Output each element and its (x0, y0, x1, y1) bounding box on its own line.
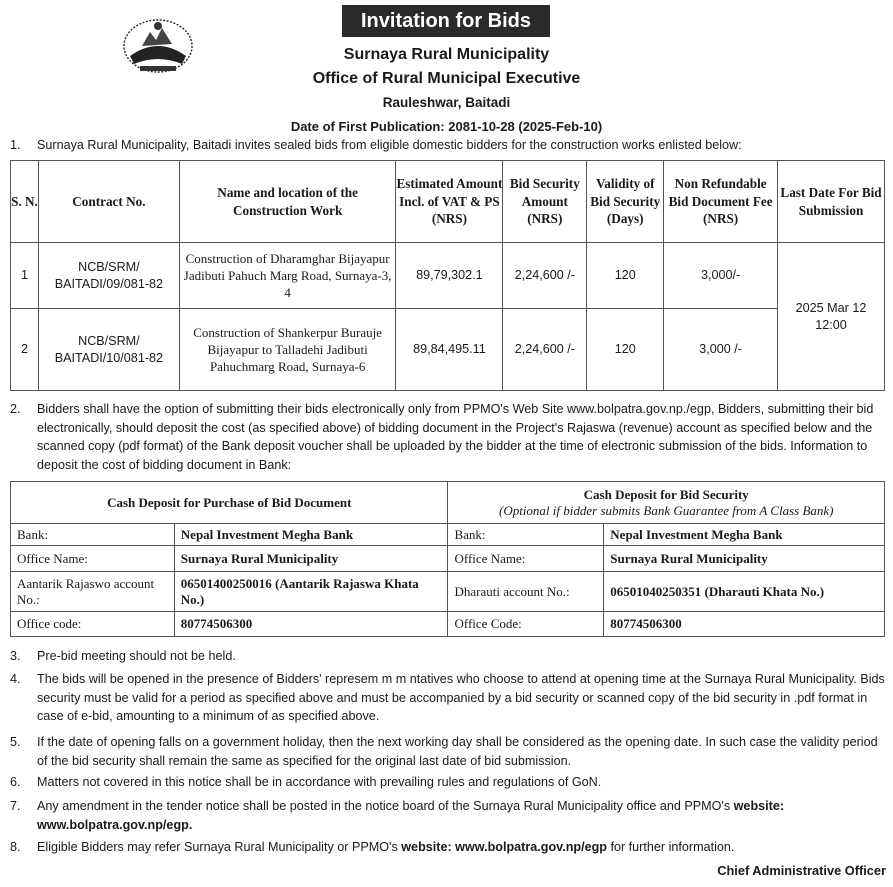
cell-amount: 89,84,495.11 (396, 309, 503, 391)
paragraph-text: Matters not covered in this notice shall be in accordance with prevailing rules and regulations of GoN. (37, 775, 602, 789)
cell-sn: 2 (11, 309, 39, 391)
office-name: Office of Rural Municipal Executive (312, 70, 581, 87)
paragraph-6 (10, 773, 888, 792)
paragraph-number: 3. (10, 649, 21, 663)
cell-work: Construction of Shankerpur Burauje Bijayapur to Talladehi Jadibuti Pahuchmarg Road, Surnaya-6 (179, 309, 396, 391)
header-fee: Non Refundable Bid Document Fee (NRS) (664, 161, 778, 243)
header-work: Name and location of the Construction Work (179, 161, 396, 243)
paragraph-text: Bidders shall have the option of submitting their bids electronically only from PPMO's Web Site www.bolpatra.gov.np./egp, Bidders, submitting their bid electronically, should deposit the cost (as specified above) of bidding document in the Project's Rajaswa (revenue) account as specified below and the scanned copy (pdf format) of the Bank deposit voucher shall be uploaded by the bidder at the time of electronic submission of the bids. Information to deposit the cost of bidding document in Bank: (37, 402, 874, 472)
paragraph-7 (10, 797, 888, 834)
paragraph-1 (10, 136, 888, 155)
paragraph-4 (10, 670, 888, 726)
bank-deposit-table (10, 481, 885, 637)
cell-validity: 120 (587, 309, 664, 391)
paragraph-text (37, 797, 888, 834)
value-cell: 80774506300 (174, 612, 448, 637)
cell-validity: 120 (587, 243, 664, 309)
header-amount: Estimated Amount Incl. of VAT & PS (NRS) (396, 161, 503, 243)
paragraph-number: 5. (10, 735, 21, 749)
publication-date: Date of First Publication: 2081-10-28 (2025-Feb-10) (290, 119, 603, 134)
header-validity: Validity of Bid Security (Days) (587, 161, 664, 243)
value-cell: Surnaya Rural Municipality (604, 546, 885, 572)
paragraph-8 (10, 838, 888, 857)
cell-sn: 1 (11, 243, 39, 309)
table-header-row (11, 161, 885, 243)
website-link[interactable]: website: www.bolpatra.gov.np/egp (401, 840, 607, 854)
paragraph-body: Any amendment in the tender notice shall be posted in the notice board of the Surnaya Rural Municipality office and PPMO's (37, 799, 731, 813)
header-deadline: Last Date For Bid Submission (778, 161, 885, 243)
label-cell: Aantarik Rajaswo account No.: (11, 572, 175, 612)
label-cell: Office Name: (11, 546, 175, 572)
header-sn: S. N. (11, 161, 39, 243)
cell-contract: NCB/SRM/ BAITADI/10/081-82 (38, 309, 179, 391)
paragraph-text (37, 838, 888, 857)
value-cell: 06501040250351 (Dharauti Khata No.) (604, 572, 885, 612)
paragraph-tail: for further information. (610, 840, 735, 854)
label-cell: Dharauti account No.: (448, 572, 604, 612)
table-row (11, 524, 885, 546)
label-cell: Bank: (11, 524, 175, 546)
cell-amount: 89,79,302.1 (396, 243, 503, 309)
cash-deposit-bid-document-title: Cash Deposit for Purchase of Bid Document (11, 482, 448, 524)
header-security: Bid Security Amount (NRS) (503, 161, 587, 243)
value-cell: Nepal Investment Megha Bank (174, 524, 448, 546)
signature: Chief Administrative Officer (717, 863, 886, 878)
label-cell: Office Code: (448, 612, 604, 637)
paragraph-text: The bids will be opened in the presence of Bidders' represem m m ntatives who choose to attend at opening time at the Surnaya Rural Municipality. Bids security must be valid for a period as specified above and must be accompanied by a bid security or scanned copy of the bid security in .pdf format in case of e-bid, amounting to a minimum of as specified above. (37, 672, 885, 723)
cell-work: Construction of Dharamghar Bijayapur Jadibuti Pahuch Marg Road, Surnaya-3, 4 (179, 243, 396, 309)
value-cell: Surnaya Rural Municipality (174, 546, 448, 572)
paragraph-5 (10, 733, 888, 770)
title-subtitle: (Optional if bidder submits Bank Guarantee from A Class Bank) (498, 502, 834, 518)
paragraph-number: 4. (10, 672, 21, 686)
paragraph-number: 6. (10, 775, 21, 789)
label-cell: Office Name: (448, 546, 604, 572)
website-link[interactable]: website: www.bolpatra.gov.np/egp. (37, 799, 785, 832)
cell-deadline: 2025 Mar 12 12:00 (778, 243, 885, 391)
paragraph-2 (10, 400, 888, 474)
paragraph-text: If the date of opening falls on a government holiday, then the next working day shall be considered as the opening date. In such case the validity period of the bid security shall remain the same as specified for the original last date of bid submission. (37, 735, 878, 768)
cell-security: 2,24,600 /- (503, 309, 587, 391)
cell-fee: 3,000 /- (664, 309, 778, 391)
table-header-row (11, 482, 885, 524)
table-row (11, 243, 885, 309)
paragraph-number: 1. (10, 138, 21, 152)
table-row (11, 612, 885, 637)
table-row (11, 572, 885, 612)
label-cell: Office code: (11, 612, 175, 637)
paragraph-number: 8. (10, 840, 21, 854)
bid-table (10, 160, 885, 391)
paragraph-3 (10, 647, 888, 666)
paragraph-text: Pre-bid meeting should not be held. (37, 649, 236, 663)
value-cell: 80774506300 (604, 612, 885, 637)
label-cell: Bank: (448, 524, 604, 546)
table-row (11, 309, 885, 391)
table-row (11, 546, 885, 572)
address: Rauleshwar, Baitadi (382, 95, 511, 110)
paragraph-text: Surnaya Rural Municipality, Baitadi invites sealed bids from eligible domestic bidders for the construction works enlisted below: (37, 138, 742, 152)
value-cell: 06501400250016 (Aantarik Rajaswa Khata No.) (174, 572, 448, 612)
value-cell: Nepal Investment Megha Bank (604, 524, 885, 546)
cell-contract: NCB/SRM/ BAITADI/09/081-82 (38, 243, 179, 309)
notice-banner: Invitation for Bids (342, 5, 550, 37)
municipality-name: Surnaya Rural Municipality (343, 46, 550, 63)
header-contract: Contract No. (38, 161, 179, 243)
paragraph-body: Eligible Bidders may refer Surnaya Rural Municipality or PPMO's (37, 840, 398, 854)
cash-deposit-bid-security-title (448, 482, 885, 524)
title-text: Cash Deposit for Bid Security (583, 486, 749, 502)
cell-security: 2,24,600 /- (503, 243, 587, 309)
paragraph-number: 2. (10, 402, 21, 416)
paragraph-number: 7. (10, 799, 21, 813)
cell-fee: 3,000/- (664, 243, 778, 309)
